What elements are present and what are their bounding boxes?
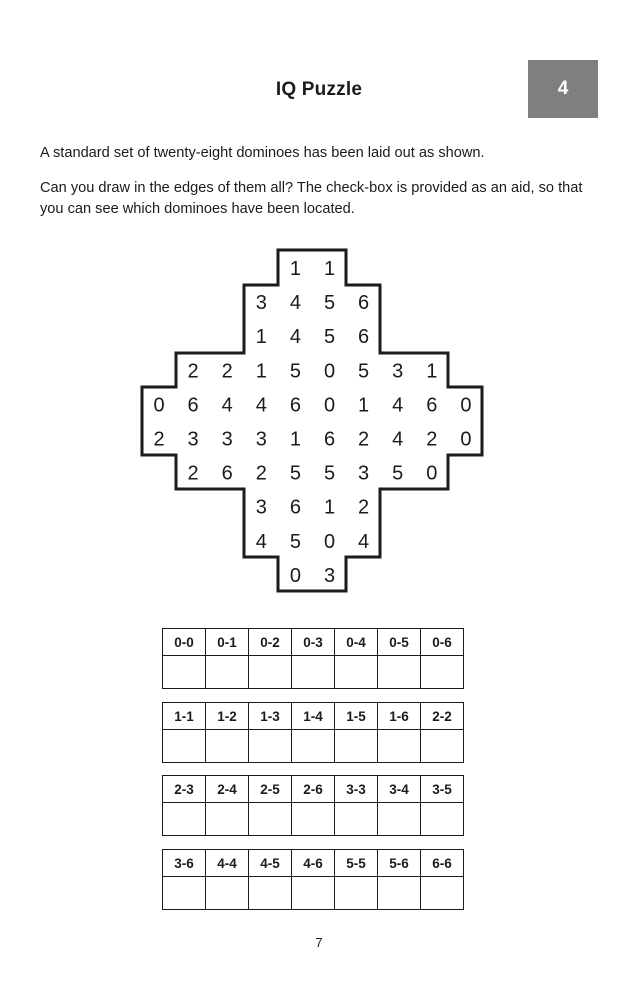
domino-check-box[interactable] (249, 730, 292, 763)
grid-number: 2 (153, 428, 165, 451)
domino-label: 1-6 (378, 703, 421, 730)
domino-check-box[interactable] (335, 730, 378, 763)
domino-label: 0-3 (292, 629, 335, 656)
domino-check-box[interactable] (163, 877, 206, 910)
domino-label: 2-3 (163, 776, 206, 803)
grid-number: 5 (358, 360, 370, 383)
grid-number: 3 (255, 428, 267, 451)
grid-number: 0 (289, 564, 301, 587)
domino-check-box[interactable] (378, 803, 421, 836)
page-number: 7 (315, 935, 323, 950)
domino-label: 1-5 (335, 703, 378, 730)
domino-label: 0-1 (206, 629, 249, 656)
grid-number: 0 (323, 394, 336, 417)
grid-number: 2 (187, 360, 199, 383)
grid-number: 5 (323, 292, 336, 315)
domino-check-box[interactable] (249, 877, 292, 910)
grid-number: 5 (289, 462, 301, 485)
domino-label: 0-4 (335, 629, 378, 656)
grid-number: 3 (392, 360, 404, 383)
domino-check-box[interactable] (335, 656, 378, 689)
domino-label: 2-6 (292, 776, 335, 803)
grid-number: 6 (221, 462, 233, 485)
grid-number: 1 (323, 496, 336, 519)
domino-label: 2-4 (206, 776, 249, 803)
grid-number: 4 (221, 394, 233, 417)
grid-number: 4 (255, 530, 267, 553)
domino-check-box[interactable] (206, 730, 249, 763)
grid-number: 4 (392, 428, 404, 451)
grid-number: 3 (255, 496, 267, 519)
domino-check-box[interactable] (163, 656, 206, 689)
domino-check-box[interactable] (292, 877, 335, 910)
grid-number: 2 (358, 496, 370, 519)
domino-check-box[interactable] (335, 803, 378, 836)
domino-label: 2-2 (421, 703, 464, 730)
domino-check-box[interactable] (292, 656, 335, 689)
domino-label: 4-5 (249, 850, 292, 877)
checkbox-group-3 (162, 775, 464, 836)
domino-check-box[interactable] (421, 730, 464, 763)
domino-label: 5-5 (335, 850, 378, 877)
domino-check-box[interactable] (163, 803, 206, 836)
grid-number: 6 (289, 394, 301, 417)
grid-number: 2 (255, 462, 267, 485)
domino-label: 4-6 (292, 850, 335, 877)
grid-number: 0 (460, 428, 472, 451)
grid-number: 1 (323, 258, 336, 280)
domino-check-box[interactable] (163, 730, 206, 763)
domino-check-box[interactable] (378, 730, 421, 763)
grid-number: 3 (221, 428, 233, 451)
grid-number: 0 (323, 530, 336, 553)
grid-number: 0 (460, 394, 472, 417)
grid-number: 1 (255, 326, 267, 349)
domino-label: 1-1 (163, 703, 206, 730)
grid-number: 0 (323, 360, 336, 383)
domino-check-box[interactable] (206, 656, 249, 689)
domino-label: 0-2 (249, 629, 292, 656)
grid-outline (142, 250, 482, 591)
grid-number: 5 (323, 326, 336, 349)
grid-number: 6 (187, 394, 199, 417)
grid-number: 2 (426, 428, 438, 451)
domino-check-box[interactable] (206, 803, 249, 836)
grid-number: 4 (255, 394, 267, 417)
intro-paragraph-2: Can you draw in the edges of them all? The check-box is provided as an aid, so that you can see which dominoes have been located. (40, 180, 583, 217)
domino-check-box[interactable] (421, 877, 464, 910)
grid-number: 3 (187, 428, 199, 451)
grid-number: 1 (289, 258, 301, 280)
grid-number: 3 (323, 564, 336, 587)
intro-paragraph-1: A standard set of twenty-eight dominoes has been laid out as shown. (40, 145, 485, 161)
domino-label: 3-4 (378, 776, 421, 803)
grid-number: 3 (255, 292, 267, 315)
grid-number: 1 (426, 360, 438, 383)
domino-label: 4-4 (206, 850, 249, 877)
grid-number: 6 (358, 292, 370, 315)
domino-label: 5-6 (378, 850, 421, 877)
grid-number: 3 (358, 462, 370, 485)
grid-number: 4 (392, 394, 404, 417)
domino-label: 1-3 (249, 703, 292, 730)
grid-number: 5 (289, 360, 301, 383)
grid-number: 0 (153, 394, 165, 417)
grid-number: 4 (289, 326, 301, 349)
grid-number: 5 (323, 462, 336, 485)
grid-number: 0 (426, 462, 438, 485)
puzzle-number-tab: 4 (528, 60, 598, 118)
domino-label: 1-2 (206, 703, 249, 730)
grid-number: 4 (358, 530, 370, 553)
domino-label: 3-5 (421, 776, 464, 803)
domino-label: 0-5 (378, 629, 421, 656)
checkbox-group-4 (162, 849, 464, 910)
grid-number: 6 (289, 496, 301, 519)
domino-check-box[interactable] (421, 656, 464, 689)
domino-check-box[interactable] (292, 803, 335, 836)
grid-number: 2 (187, 462, 199, 485)
domino-check-box[interactable] (335, 877, 378, 910)
domino-label: 0-0 (163, 629, 206, 656)
grid-number: 2 (221, 360, 233, 383)
grid-number: 5 (392, 462, 404, 485)
domino-check-box[interactable] (249, 656, 292, 689)
domino-label: 6-6 (421, 850, 464, 877)
grid-number: 6 (426, 394, 438, 417)
checkbox-group-2 (162, 702, 464, 763)
domino-check-box[interactable] (206, 877, 249, 910)
domino-check-box[interactable] (378, 656, 421, 689)
domino-check-box[interactable] (249, 803, 292, 836)
page-title: IQ Puzzle (275, 79, 363, 100)
domino-label: 2-5 (249, 776, 292, 803)
domino-check-box[interactable] (292, 730, 335, 763)
grid-number: 6 (323, 428, 336, 451)
grid-number: 4 (289, 292, 301, 315)
checkbox-group-1 (162, 628, 464, 689)
domino-label: 3-6 (163, 850, 206, 877)
grid-number: 2 (358, 428, 370, 451)
domino-label: 3-3 (335, 776, 378, 803)
grid-number: 5 (289, 530, 301, 553)
domino-label: 0-6 (421, 629, 464, 656)
domino-label: 1-4 (292, 703, 335, 730)
grid-number: 1 (358, 394, 370, 417)
domino-check-box[interactable] (378, 877, 421, 910)
grid-number: 1 (289, 428, 301, 451)
grid-number: 1 (255, 360, 267, 383)
grid-number: 6 (358, 326, 370, 349)
domino-check-box[interactable] (421, 803, 464, 836)
